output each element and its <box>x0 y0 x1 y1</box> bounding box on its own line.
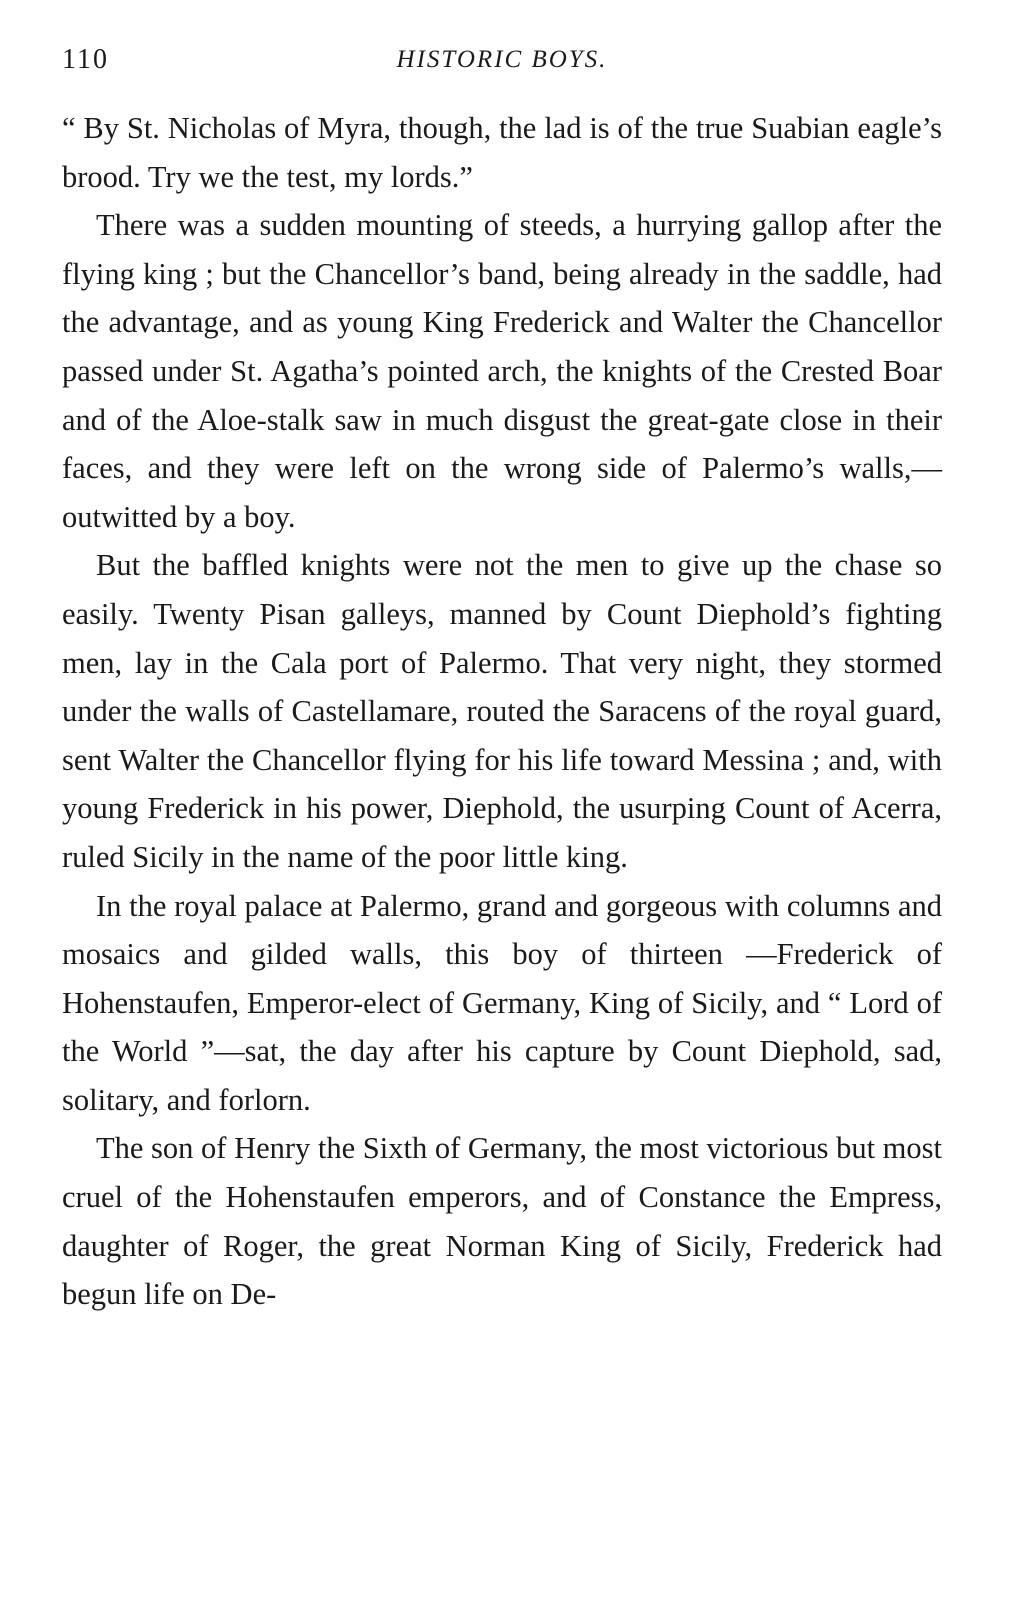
page-number: 110 <box>62 44 109 75</box>
running-title: HISTORIC BOYS. <box>396 46 608 73</box>
paragraph-2: There was a sudden mounting of steeds, a hurrying gallop after the flying king ; but the Chancellor’s band, being already in the saddle, had the advantage, and as young King Frederick and Walter the Chancellor passed under St. Agatha’s pointed arch, the knights of the Crested Boar and of the Aloe-stalk saw in much disgust the great-gate close in their faces, and they were left on the wrong side of Palermo’s walls,—outwitted by a boy. <box>62 208 942 534</box>
paragraph-3: But the baffled knights were not the men to give up the chase so easily. Twenty Pisan galleys, manned by Count Diephold’s fighting men, lay in the Cala port of Palermo. That very night, they stormed under the walls of Castellamare, routed the Saracens of the royal guard, sent Walter the Chancellor flying for his life toward Messina ; and, with young Frederick in his power, Diephold, the usurping Count of Acerra, ruled Sicily in the name of the poor little king. <box>62 548 942 874</box>
body-text <box>62 104 942 1319</box>
running-head <box>62 38 942 82</box>
paragraph-1: “ By St. Nicholas of Myra, though, the lad is of the true Suabian eagle’s brood. Try we the test, my lords.” <box>62 111 942 194</box>
paragraph-5: The son of Henry the Sixth of Germany, the most victorious but most cruel of the Hohenstaufen emperors, and of Constance the Empress, daughter of Roger, the great Norman King of Sicily, Frederick had begun life on De- <box>62 1131 942 1312</box>
paragraph-4: In the royal palace at Palermo, grand and gorgeous with columns and mosaics and gilded walls, this boy of thirteen —Frederick of Hohenstaufen, Emperor-elect of Germany, King of Sicily, and “ Lord of the World ”—sat, the day after his capture by Count Diephold, sad, solitary, and forlorn. <box>62 888 942 1117</box>
book-page <box>62 38 942 1319</box>
